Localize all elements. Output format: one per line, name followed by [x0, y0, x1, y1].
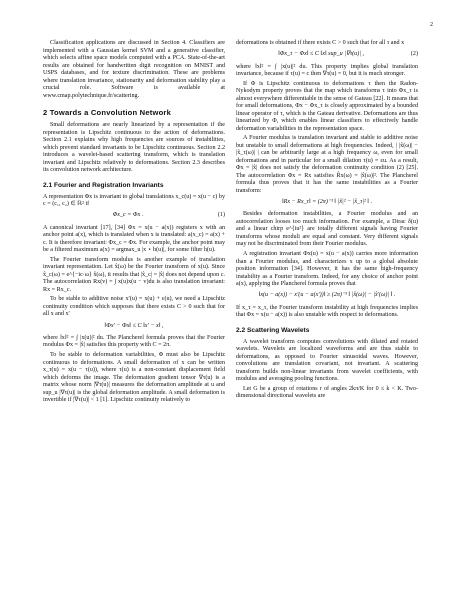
equation-body: ‖Rx − Rx_τ‖ = (2π)⁻¹ ‖ |x̂|² − |x̂_τ|² ‖ .	[281, 199, 373, 206]
page-number: 2	[430, 22, 433, 28]
equation-autocorrelation	[236, 198, 418, 207]
paragraph: where ‖x‖² = ∫ |x(u)|² du. The Plancherel formula proves that the Fourier modulus Φx = |x̂| satisfies this property with C = 2π.	[43, 334, 225, 349]
equation-noise-lipschitz	[43, 322, 225, 331]
paragraph: The Fourier transform modulus is another example of translation invariant representation. Let x̂(ω) be the Fourier transform of x(u). Since x̂_c(ω) = e^{−ic·ω} x̂(ω), it results that |x̂_c| = |x̂| does not depend upon c. The autocorrelation Rx(v) = ∫ x(u)x(u − v)du is also translation invariant: Rx = Rx_c.	[43, 256, 225, 293]
subsection-2-2-heading: 2.2 Scattering Wavelets	[236, 326, 310, 334]
paragraph: To be stable to additive noise x′(u) = x(u) + ε(u), we need a Lipschitz continuity condition which supposes that there exists C > 0 such that for all x and x′	[43, 296, 225, 318]
paragraph: To be stable to deformation variabilities, Φ must also be Lipschitz continuous to deformations. A small deformation of x can be written x_τ(u) = x(u − τ(u)), where τ(u) is a non-constant displacement field which deforms the image. The deformation gradient tensor ∇τ(u) is a matrix whose norm |∇τ(u)| measures the deformation amplitude at u and sup_u |∇τ(u)| is the global deformation amplitude. A small deformation is invertible if |∇τ(u)| < 1 [1]. Lipschitz continuity relatively to	[43, 352, 225, 404]
paragraph: Classification applications are discussed in Section 4. Classifiers are implemented with a Gaussian kernel SVM and a generative classifier, which selects affine space models computed with a PCA. State-of-the-art results are obtained for handwritten digit recognition on MNIST and USPS databases, and for texture discrimination. These are problems where translation invariance, stationarity and deformation stability play a crucial role. Software is available at www.cmap.polytechnique.fr/scattering.	[43, 40, 225, 99]
section-2-heading: 2 Towards a Convolution Network	[43, 108, 171, 117]
equation-body: ‖Φx_τ − Φx‖ ≤ C ‖x‖ sup_u |∇τ(u)| ,	[278, 51, 364, 58]
paragraph: A wavelet transform computes convolutions with dilated and rotated wavelets. Wavelets are localized waveforms and are thus stable to deformations, as opposed to Fourier sinusoidal waves. However, convolutions are translation covariant, not invariant. A scattering transform builds non-linear invariants from wavelet coefficients, with modulus and averaging pooling functions.	[236, 338, 418, 383]
equation-1	[43, 212, 225, 221]
paragraph: If x_τ = x_τ, the Fourier transform instability at high frequencies implies that Φx = x(u − a(x)) is also unstable with respect to deformations.	[236, 304, 418, 319]
paragraph: deformations is obtained if there exists C > 0 such that for all τ and x	[236, 40, 405, 46]
paragraph: A registration invariant Φx(u) = x(u − a(x)) carries more information than a Fourier modulus, and characterizes x up to a global absolute position information [34]. However, it has the same high-frequency instability as a Fourier transform. Indeed, for any choice of anchor point a(x), applying the Plancherel formula proves that	[236, 251, 418, 288]
equation-body: ‖x(u − a(x)) − x′(u − a(x′))‖ ≥ (2π)⁻¹ ‖ |x̂(ω)| − |x̂′(ω)| ‖ .	[258, 292, 396, 299]
paragraph: A Fourier modulus is translation invariant and stable to additive noise but unstable to small deformations at high frequencies. Indeed, | |x̂(ω)| − |x̂_τ(ω)| | can be arbitrarily large at a high frequency ω, even for small deformations and in particular for a small dilation τ(u) = εu. As a result, Φx = |x̂| does not satisfy the deformation continuity condition (2) [25]. The autocorrelation Φx = Rx satisfies R̂x(ω) = |x̂(ω)|². The Plancherel formula thus proves that it has the same instabilities as a Fourier transform:	[236, 135, 418, 194]
paragraph: If Φ is Lipschitz continuous to deformations τ then the Radon-Nykodym property proves that the map which transforms τ into Φx_τ is almost everywhere differentiable in the sense of Gateau [22]. It means that for small deformations, Φx − Φx_τ is closely approximated by a bounded linear operator of τ, which is the Gateau derivative. Deformations are thus linearized by Φ, which enables linear classifiers to effectively handle deformation variabilities in the representation space.	[236, 80, 418, 132]
equation-registration	[236, 292, 418, 301]
paragraph: Small deformations are nearly linearized by a representation if the representation is Lipschitz continuous to the action of deformations. Section 2.1 explains why high frequencies are sources of instabilities, which prevent standard invariants to be Lipschitz continuous. Section 2.2 introduces a wavelet-based scattering transform, which is translation invariant and Lipschitz relatively to deformations. Section 2.3 describes its convolution network architecture.	[43, 122, 225, 173]
left-column	[43, 40, 225, 407]
equation-body: ‖Φx′ − Φx‖ ≤ C ‖x′ − x‖ ,	[104, 322, 164, 329]
paragraph: Let G be a group of rotations r of angles 2kπ/K for 0 ≤ k < K. Two-dimensional directional wavelets are	[236, 385, 418, 400]
equation-number: (1)	[217, 212, 225, 219]
paragraph: where ‖x‖² = ∫ |x(u)|² du. This property implies global translation invariance, because if τ(u) = c then ∇τ(u) = 0, but it is much stronger.	[236, 63, 418, 77]
paragraph: A canonical invariant [17], [34] Φx = x(u − a(x)) registers x with an anchor point a(x), which is translated when x is translated: a(x_c) = a(x) + c. It is therefore invariant: Φx_c = Φx. For example, the anchor point may be a filtered maximum a(x) = argmax_u |x ⋆ h(u)|, for some filter h(u).	[43, 224, 225, 253]
subsection-2-1-heading: 2.1 Fourier and Registration Invariants	[43, 181, 164, 189]
equation-body: Φx_c = Φx .	[112, 212, 144, 219]
right-column	[236, 40, 418, 403]
equation-number: (2)	[410, 51, 418, 58]
paragraph: Besides deformation instabilities, a Fourier modulus and an autocorrelation looses too much information. For example, a Dirac δ(u) and a linear chirp e^{iu²} are totally different signals having Fourier transforms whose moduli are equal and constant. Very different signals may not be discriminated from their Fourier modulus.	[236, 211, 418, 248]
equation-2	[236, 51, 418, 60]
paragraph: A representation Φx is invariant to global translations x_c(u) = x(u − c) by c = (c₁, c₂) ∈ ℝ² if	[43, 193, 225, 207]
